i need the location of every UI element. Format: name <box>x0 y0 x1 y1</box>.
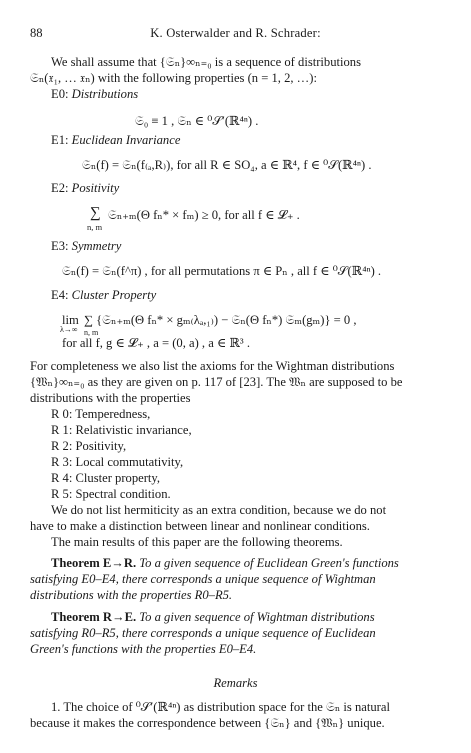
axiom-e2-sum-index: n, m <box>87 222 103 232</box>
axiom-r3-name: Local commutativity, <box>75 455 184 469</box>
axiom-e2-formula: 𝔖ₙ₊ₘ(Θ fₙ* × fₘ) ≥ 0, for all f ∈ 𝓛₊ . <box>108 208 300 222</box>
axiom-r5-name: Spectral condition. <box>75 487 171 501</box>
axiom-e0-heading <box>51 86 138 103</box>
axiom-e3-id: E3: <box>51 239 69 253</box>
axiom-e4-id: E4: <box>51 288 69 302</box>
axiom-e4-heading <box>51 287 156 304</box>
axiom-r3 <box>51 454 183 471</box>
page-number: 88 <box>30 26 43 40</box>
axiom-e3-formula: 𝔖ₙ(f) = 𝔖ₙ(f^π) , for all permutations π ∈ Pₙ , all f ∈ ⁰𝒮(ℝ⁴ⁿ) . <box>62 264 382 278</box>
axiom-r1-id: R 1: <box>51 423 73 437</box>
theorem-e-to-r-label: Theorem E→R. <box>51 556 137 570</box>
axiom-r0-id: R 0: <box>51 407 73 421</box>
axiom-e4-formula: ∑ {𝔖ₙ₊ₘ(Θ fₙ* × gₘ₍λₐ,₁₎) − 𝔖ₙ(Θ fₙ*) 𝔖ₘ(gₘ)} = 0 , <box>84 313 357 327</box>
theorem-r-to-e-line-3: Green's functions with the properties E0–E4. <box>30 642 257 656</box>
axiom-r2 <box>51 438 126 455</box>
axiom-e4-lim: lim <box>62 313 79 327</box>
axiom-e4-name: Cluster Property <box>71 288 157 302</box>
remarks-line-2: because it makes the correspondence between {𝔖ₙ} and {𝔚ₙ} unique. <box>30 716 385 730</box>
axiom-r1 <box>51 422 192 439</box>
theorem-r-to-e-text-1: To a given sequence of Wightman distributions <box>139 610 375 624</box>
hermiticity-line-3: The main results of this paper are the following theorems. <box>51 535 343 549</box>
hermiticity-line-2: have to make a distinction between linear and nonlinear conditions. <box>30 519 370 533</box>
axiom-r3-id: R 3: <box>51 455 73 469</box>
running-title: K. Osterwalder and R. Schrader: <box>150 26 321 40</box>
axiom-e4-lim-sub: λ→∞ <box>60 325 78 334</box>
wightman-line-3: distributions with the properties <box>30 391 191 405</box>
axiom-r4-id: R 4: <box>51 471 73 485</box>
axiom-e4-sum-index: n, m <box>84 328 99 337</box>
axiom-r0-name: Temperedness, <box>75 407 151 421</box>
axiom-e2-heading <box>51 180 119 197</box>
wightman-line-2: {𝔚ₙ}∞ₙ₌₀ as they are given on p. 117 of [23]. The 𝔚ₙ are supposed to be <box>30 375 403 389</box>
axiom-e3-heading <box>51 238 121 255</box>
axiom-e2-sum: ∑ <box>90 205 101 221</box>
theorem-e-to-r-line-2: satisfying E0–E4, there corresponds a unique sequence of Wightman <box>30 572 376 586</box>
axiom-e0-name: Distributions <box>71 87 139 101</box>
theorem-r-to-e-line-2: satisfying R0–R5, there corresponds a unique sequence of Euclidean <box>30 626 376 640</box>
wightman-line-1: For completeness we also list the axioms for the Wightman distributions <box>30 359 395 373</box>
axiom-e0-formula: 𝔖₀ ≡ 1 , 𝔖ₙ ∈ ⁰𝒮′(ℝ⁴ⁿ) . <box>135 114 259 128</box>
axiom-r5 <box>51 486 171 503</box>
axiom-e4-formula-condition: for all f, g ∈ 𝓛₊ , a = (0, a) , a ∈ ℝ³ . <box>62 336 250 350</box>
axiom-e1-heading <box>51 132 180 149</box>
axiom-e2-id: E2: <box>51 181 69 195</box>
axiom-e1-name: Euclidean Invariance <box>71 133 181 147</box>
remarks-line-1: 1. The choice of ⁰𝒮′(ℝ⁴ⁿ) as distribution space for the 𝔖ₙ is natural <box>51 700 390 714</box>
theorem-r-to-e-line-1 <box>51 609 375 626</box>
theorem-e-to-r-line-1 <box>51 555 399 572</box>
axiom-e0-id: E0: <box>51 87 69 101</box>
theorem-e-to-r-text-1: To a given sequence of Euclidean Green's functions <box>139 556 399 570</box>
hermiticity-line-1: We do not list hermiticity as an extra condition, because we do not <box>51 503 387 517</box>
intro-text-1: We shall assume that {𝔖ₙ}∞ₙ₌₀ is a sequence of distributions <box>51 55 361 69</box>
axiom-r4-name: Cluster property, <box>75 471 161 485</box>
axiom-e3-name: Symmetry <box>71 239 122 253</box>
axiom-r0 <box>51 406 150 423</box>
axiom-r2-name: Positivity, <box>75 439 127 453</box>
axiom-e1-formula: 𝔖ₙ(f) = 𝔖ₙ(f₍ₐ,R₎), for all R ∈ SO₄, a ∈ ℝ⁴, f ∈ ⁰𝒮(ℝ⁴ⁿ) . <box>82 158 372 172</box>
intro-line-1 <box>51 54 441 71</box>
axiom-r1-name: Relativistic invariance, <box>75 423 192 437</box>
axiom-e1-id: E1: <box>51 133 69 147</box>
axiom-e2-name: Positivity <box>71 181 120 195</box>
intro-line-2: 𝔖ₙ(𝔵₁, … 𝔵ₙ) with the following properties (n = 1, 2, …): <box>30 71 317 85</box>
axiom-r5-id: R 5: <box>51 487 73 501</box>
remarks-heading: Remarks <box>213 676 258 690</box>
theorem-e-to-r-line-3: distributions with the properties R0–R5. <box>30 588 233 602</box>
axiom-r2-id: R 2: <box>51 439 73 453</box>
axiom-r4 <box>51 470 160 487</box>
theorem-r-to-e-label: Theorem R→E. <box>51 610 137 624</box>
